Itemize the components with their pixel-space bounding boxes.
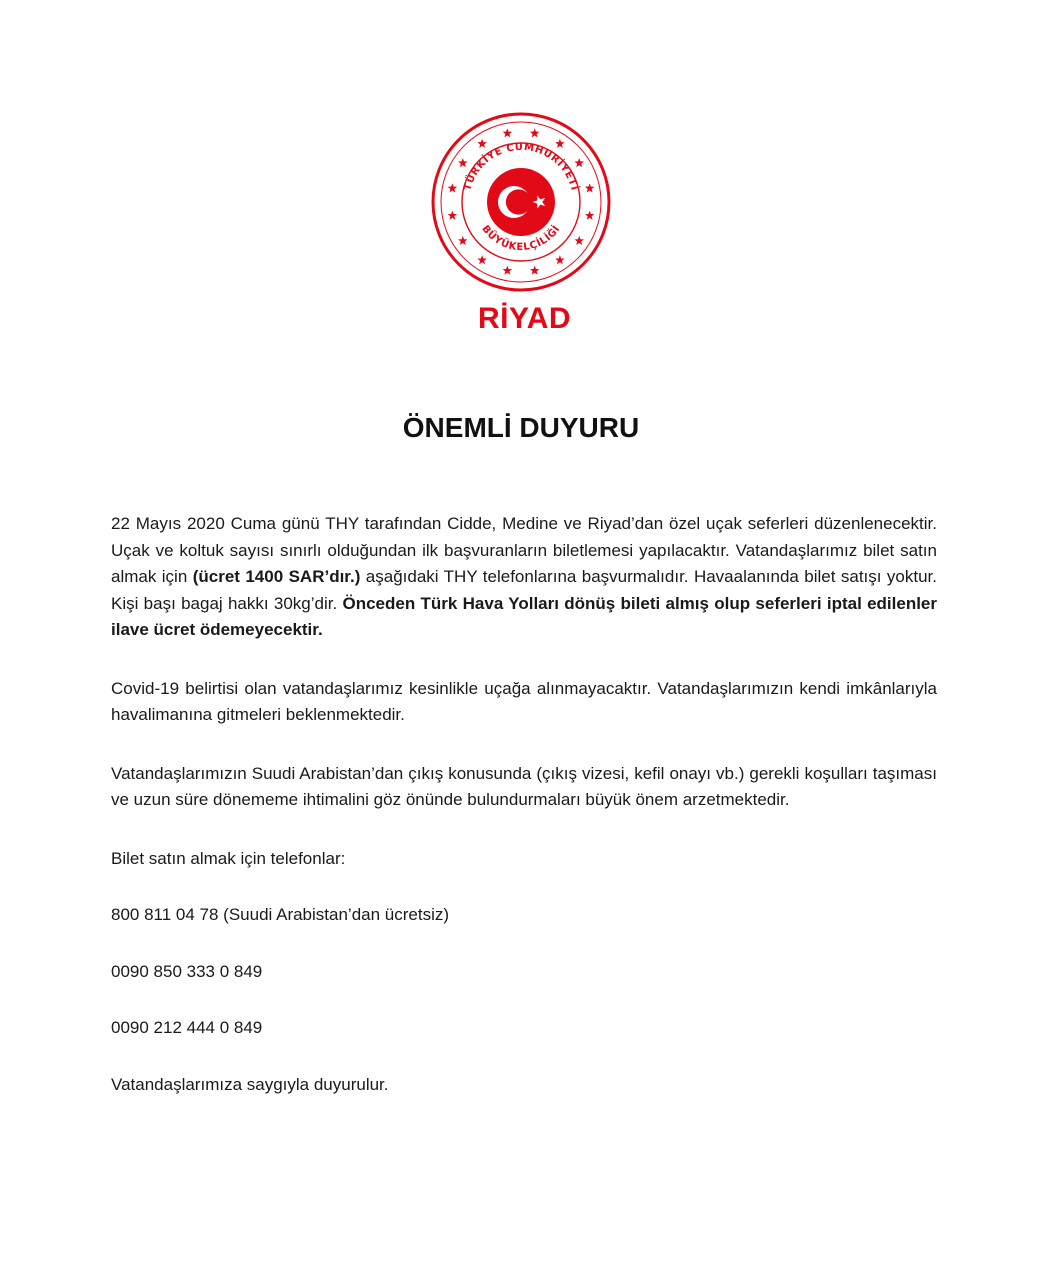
phone-number: 800 811 04 78 (Suudi Arabistan’dan ücretsiz) bbox=[111, 905, 450, 924]
paragraph-flight-info bbox=[111, 511, 937, 644]
star-icon bbox=[585, 211, 595, 220]
star-icon bbox=[503, 266, 513, 275]
star-icon bbox=[574, 158, 584, 167]
star-icon bbox=[477, 139, 487, 148]
paragraph-covid: Covid-19 belirtisi olan vatandaşlarımız kesinlikle uçağa alınmayacaktır. Vatandaşlarımızın kendi imkânlarıyla havalimanına gitmeleri beklenmektedir. bbox=[111, 678, 937, 724]
star-icon bbox=[477, 255, 487, 264]
phone-number: 0090 850 333 0 849 bbox=[111, 961, 263, 981]
price-note: (ücret 1400 SAR’dır.) bbox=[192, 567, 361, 586]
seal-top-textpath: TÜRKİYE CUMHURİYETİ bbox=[462, 141, 580, 192]
star-icon bbox=[448, 183, 458, 192]
paragraph-exit-conditions: Vatandaşlarımızın Suudi Arabistan’dan çıkış konusunda (çıkış vizesi, kefil onayı vb.) gerekli koşulları taşıması ve uzun süre dönememe ihtimalini göz önünde bulundurmaları büyük önem arzetmektedir. bbox=[111, 763, 937, 809]
star-icon bbox=[530, 128, 540, 137]
star-icon bbox=[574, 236, 584, 245]
star-icon bbox=[555, 139, 565, 148]
seal-graphic bbox=[421, 112, 621, 292]
phones-heading: Bilet satın almak için telefonlar: bbox=[111, 848, 346, 868]
closing-line: Vatandaşlarımıza saygıyla duyurulur. bbox=[111, 1074, 389, 1094]
star-icon bbox=[585, 183, 595, 192]
star-icon bbox=[555, 255, 565, 264]
paragraph-1-text-b: aşağıdaki THY telefonlarına başvurmalıdır. Havaalanında bilet satışı yoktur. Kişi başı bagaj hakkı 30kg’dir. bbox=[111, 567, 938, 613]
star-icon bbox=[448, 211, 458, 220]
announcement-title: ÖNEMLİ DUYURU bbox=[402, 412, 640, 443]
star-icon bbox=[530, 266, 540, 275]
crescent-inner bbox=[506, 189, 531, 214]
star-icon bbox=[458, 236, 468, 245]
phone-number: 0090 212 444 0 849 bbox=[111, 1018, 263, 1037]
star-icon bbox=[458, 158, 468, 167]
refund-note: Önceden Türk Hava Yolları dönüş bileti almış olup seferleri iptal edilenler ilave ücret ödemeyecektir. bbox=[111, 593, 937, 639]
announcement-body bbox=[111, 511, 937, 1128]
paragraph-1-text-a: 22 Mayıs 2020 Cuma günü THY tarafından Cidde, Medine ve Riyad’dan özel uçak seferleri düzenlenecektir. Uçak ve koltuk sayısı sınırlı olduğundan ilk başvuranların biletlemesi yapılacaktır. Vatandaşlarımız bilet satın almak için bbox=[111, 514, 937, 586]
star-icon bbox=[503, 128, 513, 137]
city-name: RİYAD bbox=[477, 302, 572, 335]
embassy-seal bbox=[421, 112, 621, 292]
seal-bottom-textpath: BÜYÜKELÇİLİĞİ bbox=[479, 223, 563, 254]
